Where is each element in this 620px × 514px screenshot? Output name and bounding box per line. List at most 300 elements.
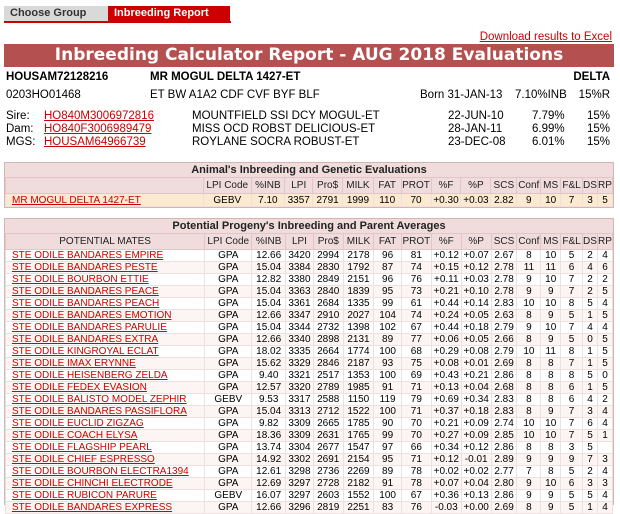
table-cell-name [6,194,204,207]
column-header: SCS [491,234,517,250]
table-cell: 2.86 [491,490,517,502]
table-cell: 2728 [313,478,343,490]
animal-name-link[interactable]: STE ODILE BANDARES PEACE [12,286,159,297]
animal-name-link[interactable]: STE ODILE BANDARES EMPIRE [12,250,164,261]
table-cell: 5 [582,370,597,382]
table-cell: +0.21 [431,418,461,430]
animal-name-link[interactable]: MR MOGUL DELTA 1427-ET [12,194,141,206]
animal-born: Born 31-JAN-13 [420,89,503,101]
table-cell: 1522 [343,406,374,418]
table-cell: +0.12 [431,250,461,262]
table-cell: 1785 [343,418,374,430]
animal-row [6,194,613,207]
table-cell: 9 [517,454,541,466]
table-cell: 18.02 [252,346,286,358]
table-cell: +0.05 [461,334,491,346]
table-cell: 2.83 [491,394,517,406]
table-cell: 3309 [286,418,314,430]
table-cell: 9 [541,454,561,466]
table-cell: 8 [541,370,561,382]
table-cell: 8 [561,346,583,358]
column-header: DS [583,178,598,194]
table-cell-name [6,442,205,454]
table-header-row [6,234,613,250]
table-cell: 1765 [343,430,374,442]
table-cell: 4 [597,490,612,502]
column-header: MILK [343,178,374,194]
table-cell: 2.78 [491,286,517,298]
pedigree-id-link[interactable]: HO840F3006989479 [44,123,152,135]
table-cell: 2.82 [491,194,517,207]
table-cell: 3335 [286,346,314,358]
table-cell: 5 [582,442,597,454]
table-cell: 8 [561,298,583,310]
table-cell: GPA [205,262,252,274]
table-cell: 6 [561,394,583,406]
table-cell: GPA [205,370,252,382]
table-cell: 3 [597,478,612,490]
table-cell: 76 [401,502,431,514]
animal-name-link[interactable]: STE ODILE BANDARES PASSIFLORA [12,406,187,417]
table-cell: 8 [561,370,583,382]
table-cell: 7 [561,418,583,430]
table-cell: +0.27 [431,430,461,442]
table-cell-name [6,370,205,382]
table-cell: 12.66 [252,310,286,322]
table-cell: 2677 [313,442,343,454]
table-cell: 10 [541,478,561,490]
column-header: Pro$ [313,234,343,250]
table-cell: 7 [561,194,583,207]
table-cell: +0.30 [431,194,461,207]
table-cell: 12.61 [252,466,286,478]
table-row [6,334,613,346]
pedigree-id-link[interactable]: HOUSAM64966739 [44,136,146,148]
table-cell: 3298 [286,466,314,478]
table-cell: 10 [541,430,561,442]
table-cell: 7 [561,358,583,370]
table-cell: 6 [582,418,597,430]
table-row [6,454,613,466]
table-cell: 9 [541,310,561,322]
table-cell: GPA [205,442,252,454]
tab-inbreeding-report[interactable]: Inbreeding Report [108,6,230,21]
table-row [6,250,613,262]
animal-name-link[interactable]: STE ODILE COACH ELYSA [12,430,138,441]
column-header: MILK [343,234,374,250]
animal-codes: ET BW A1A2 CDF CVF BYF BLF [150,89,320,101]
table-cell: 2251 [343,502,374,514]
table-cell: 2664 [313,346,343,358]
table-cell: 1999 [343,194,374,207]
table-cell: 3361 [286,298,314,310]
table-cell: 14.92 [252,454,286,466]
table-cell: +0.00 [461,502,491,514]
table-cell: 7 [561,286,583,298]
table-cell: GPA [205,346,252,358]
table-cell: 93 [374,358,402,370]
table-cell: 71 [401,454,431,466]
table-row [6,502,613,514]
table-cell: +0.44 [431,322,461,334]
table-cell: 9 [541,502,561,514]
column-header: Conf [517,234,541,250]
table-cell: 2 [582,286,597,298]
table-cell: 15.04 [252,262,286,274]
table-cell: +0.29 [431,346,461,358]
tab-bar [4,6,230,21]
table-cell: 2.80 [491,478,517,490]
animal-name-link[interactable]: STE ODILE BANDARES PESTE [12,262,158,273]
table-cell: +0.37 [431,406,461,418]
table-cell: 4 [582,394,597,406]
table-cell: 11 [517,262,541,274]
table-cell: 67 [401,490,431,502]
table-cell: 4 [597,502,612,514]
table-cell: +0.14 [461,298,491,310]
table-cell: 2154 [343,454,374,466]
table-row [6,262,613,274]
table-cell: 2665 [313,418,343,430]
animal-name-link[interactable]: STE ODILE BOURBON ETTIE [12,274,149,285]
table-cell: 2849 [313,274,343,286]
table-cell: 2.89 [491,454,517,466]
table-cell: 7 [561,274,583,286]
table-cell: 61 [401,298,431,310]
table-cell: 3340 [286,334,314,346]
table-cell: 5 [597,286,612,298]
table-cell: 95 [374,286,402,298]
table-cell: 96 [374,274,402,286]
table-cell: 8 [517,502,541,514]
column-header: %F [431,178,461,194]
table-cell: 2588 [313,394,343,406]
table-cell: +0.04 [461,478,491,490]
table-cell: +0.03 [461,274,491,286]
column-header: %INB [252,234,286,250]
table-cell: 1335 [343,298,374,310]
table-cell: 1547 [343,442,374,454]
animal-name-link[interactable]: STE ODILE BOURBON ELECTRA1394 [12,466,189,477]
table-cell: 12.82 [252,274,286,286]
table-cell: 6 [561,382,583,394]
table-cell: 8 [541,394,561,406]
download-excel-link[interactable]: Download results to Excel [479,31,612,43]
table-cell: 3347 [286,310,314,322]
table-cell: 9 [541,490,561,502]
table-cell: 2789 [313,382,343,394]
animal-name-link[interactable]: STE ODILE CHINCHI ELECTRODE [12,478,173,489]
table-cell: 5 [561,334,583,346]
pedigree-label: Sire: [6,110,30,122]
table-cell-name [6,394,205,406]
table-cell: 77 [401,334,431,346]
table-cell-name [6,334,205,346]
table-cell: 91 [374,382,402,394]
table-cell: 10 [541,418,561,430]
table-cell: +0.09 [461,418,491,430]
table-cell: 100 [374,490,402,502]
column-header: MS [541,178,561,194]
column-header: %F [431,234,461,250]
table-cell: 10 [517,418,541,430]
table-cell: 1552 [343,490,374,502]
table-cell: 3384 [286,262,314,274]
table-cell: 3380 [286,274,314,286]
table-row [6,322,613,334]
table-cell: 3 [597,454,612,466]
animal-name-link[interactable]: STE ODILE BANDARES EXTRA [12,334,159,345]
table-cell-name [6,406,205,418]
table-cell: 2631 [313,430,343,442]
table-cell: 5 [561,502,583,514]
column-header: Pro$ [313,178,343,194]
table-cell: 5 [582,298,597,310]
table-cell: 9.53 [252,394,286,406]
table-cell: 2898 [313,334,343,346]
table-cell: 5 [597,358,612,370]
table-cell: 2178 [343,250,374,262]
column-header: RP [597,234,612,250]
table-cell: +0.43 [431,370,461,382]
table-cell: 2.83 [491,406,517,418]
table-cell: +0.02 [431,466,461,478]
table-cell: 0 [582,334,597,346]
table-row [6,442,613,454]
table-cell: GPA [205,322,252,334]
table-cell: 2846 [313,358,343,370]
table-cell: 5 [597,346,612,358]
table-cell-name [6,310,205,322]
table-cell: 66 [401,442,431,454]
table-row [6,394,613,406]
animal-reg: 0203HO01468 [6,89,81,101]
table-cell: 4 [597,322,612,334]
animal-name-link[interactable]: STE ODILE FLAGSHIP PEARL [12,442,152,453]
table-cell: -0.01 [461,454,491,466]
table-cell: 2.69 [491,358,517,370]
table-cell: 100 [374,346,402,358]
table-cell: 2 [582,466,597,478]
animal-name-link[interactable]: STE ODILE KINGROYAL ECLAT [12,346,159,357]
table-cell: 9 [517,322,541,334]
table-cell: +0.09 [461,430,491,442]
table-cell: GPA [205,286,252,298]
table-cell: 12.57 [252,382,286,394]
table-cell: GPA [205,466,252,478]
table-cell: +0.11 [431,274,461,286]
pedigree-inb: 7.79% [532,110,565,122]
table-cell: 70 [401,418,431,430]
table-cell-name [6,466,205,478]
table-cell: 7.10 [251,194,285,207]
animal-evaluation-table [5,177,613,207]
table-cell: 8 [517,382,541,394]
table-cell: 11 [541,262,561,274]
progeny-table [5,233,613,514]
table-cell: 69 [401,370,431,382]
table-cell: +0.13 [431,382,461,394]
pedigree-label: MGS: [6,136,36,148]
table-cell: 2.86 [491,442,517,454]
table-cell: 2 [582,250,597,262]
column-header: LPI Code [204,178,251,194]
table-cell: 10 [517,430,541,442]
table-cell: 8 [541,382,561,394]
table-cell: +0.18 [461,406,491,418]
table-cell: +0.03 [461,194,491,207]
table-cell: +0.12 [431,454,461,466]
table-cell: 4 [597,418,612,430]
table-cell: 15.04 [252,286,286,298]
table-cell: 3 [561,442,583,454]
animal-name-link[interactable]: STE ODILE BANDARES EMOTION [12,310,172,321]
table-cell: GPA [205,250,252,262]
table-cell: GPA [205,358,252,370]
table-cell: 3344 [286,322,314,334]
table-cell: 2.85 [491,430,517,442]
table-cell: 3357 [285,194,313,207]
table-cell: 8 [517,310,541,322]
table-row [6,478,613,490]
table-row [6,466,613,478]
table-cell: 15.04 [252,298,286,310]
table-cell: +0.07 [431,478,461,490]
animal-name-link[interactable]: STE ODILE BANDARES PARULIE [12,322,167,333]
table-cell: 100 [374,370,402,382]
table-cell: 2517 [313,370,343,382]
table-cell: 2.86 [491,370,517,382]
table-cell-name [6,478,205,490]
table-cell: 5 [582,430,597,442]
table-cell: GPA [205,478,252,490]
table-cell: 2684 [313,298,343,310]
animal-name-link[interactable]: STE ODILE EUCLID ZIGZAG [12,418,144,429]
table-cell: 1398 [343,322,374,334]
animal-name-link[interactable]: STE ODILE FEDEX EVASION [12,382,147,393]
animal-inb: 7.10%INB [515,89,567,101]
table-cell: 9 [517,490,541,502]
table-cell-name [6,430,205,442]
table-cell: 76 [401,274,431,286]
table-cell: 4 [597,250,612,262]
animal-name-link[interactable]: STE ODILE RUBICON PARURE [12,490,157,501]
table-cell: 2182 [343,478,374,490]
table-cell: -0.03 [431,502,461,514]
table-cell-name [6,454,205,466]
animal-name-link[interactable]: STE ODILE HEISENBERG ZELDA [12,370,168,381]
pedigree-date: 23-DEC-08 [448,136,506,148]
table-cell: 2819 [313,502,343,514]
table-cell: 7 [561,430,583,442]
table-cell: 1 [582,502,597,514]
table-cell-name [6,262,205,274]
table-cell: 5 [561,466,583,478]
table-cell: +0.24 [431,310,461,322]
table-cell: +0.12 [461,442,491,454]
column-header: SCS [491,178,517,194]
animal-name: MR MOGUL DELTA 1427-ET [150,71,301,83]
column-header: F&L [561,234,583,250]
table-cell: 6 [561,478,583,490]
table-cell-name [6,286,205,298]
table-cell: 7 [582,454,597,466]
table-cell: 1353 [343,370,374,382]
animal-name-link[interactable]: STE ODILE BANDARES EXPRESS [12,502,173,513]
animal-name-link[interactable]: STE ODILE BANDARES PEACH [12,298,160,309]
table-row [6,298,613,310]
table-cell: 3313 [286,406,314,418]
table-cell: 2994 [313,250,343,262]
table-cell: 12.69 [252,478,286,490]
table-cell: 1 [582,358,597,370]
table-cell: GPA [205,382,252,394]
table-cell: 4 [582,262,597,274]
table-cell: 3317 [286,394,314,406]
table-cell-name [6,418,205,430]
table-cell: GPA [205,310,252,322]
pedigree-id-link[interactable]: HO840M3006972816 [44,110,154,122]
table-cell: 4 [582,322,597,334]
tab-choose-group[interactable]: Choose Group [4,6,108,21]
table-row [6,310,613,322]
table-cell: 81 [401,250,431,262]
animal-short-name: DELTA [573,71,610,83]
table-cell: GPA [205,418,252,430]
table-cell: 9 [541,406,561,418]
table-cell: 75 [401,358,431,370]
table-cell: 6 [597,262,612,274]
table-cell: +0.44 [431,298,461,310]
animal-name-link[interactable]: STE ODILE BALISTO MODEL ZEPHIR [12,394,187,405]
table-cell: 10 [541,322,561,334]
table-cell: +0.15 [431,262,461,274]
table-cell: 5 [582,490,597,502]
table-cell: 78 [401,478,431,490]
table-cell: 1839 [343,286,374,298]
table-cell: 2.69 [491,502,517,514]
animal-name-link[interactable]: STE ODILE CHIEF ESPRESSO [12,454,155,465]
table-cell: +0.18 [461,322,491,334]
column-header: POTENTIAL MATES [6,234,205,250]
column-header: FAT [374,234,402,250]
table-cell: 3 [582,406,597,418]
table-cell: +0.05 [461,310,491,322]
table-cell: 5 [597,310,612,322]
table-cell: 2712 [313,406,343,418]
table-cell: 18.36 [252,430,286,442]
table-cell: 2.67 [491,250,517,262]
animal-name-link[interactable]: STE ODILE IMAX ERYNNE [12,358,136,369]
table-cell-name [6,250,205,262]
table-cell: +0.13 [461,490,491,502]
table-cell: 12.66 [252,334,286,346]
table-cell: 2.79 [491,346,517,358]
table-cell: 70 [401,430,431,442]
table-cell: 4 [597,298,612,310]
column-header: Conf [517,178,541,194]
table-cell: GPA [205,406,252,418]
table-cell: 73 [401,286,431,298]
table-cell: 99 [374,298,402,310]
table-cell: +0.12 [461,262,491,274]
table-cell: GPA [205,430,252,442]
pedigree-inb: 6.99% [532,123,565,135]
table-cell: 2.77 [491,466,517,478]
table-cell-name [6,298,205,310]
table-cell: 2736 [313,466,343,478]
table-cell: 1150 [343,394,374,406]
